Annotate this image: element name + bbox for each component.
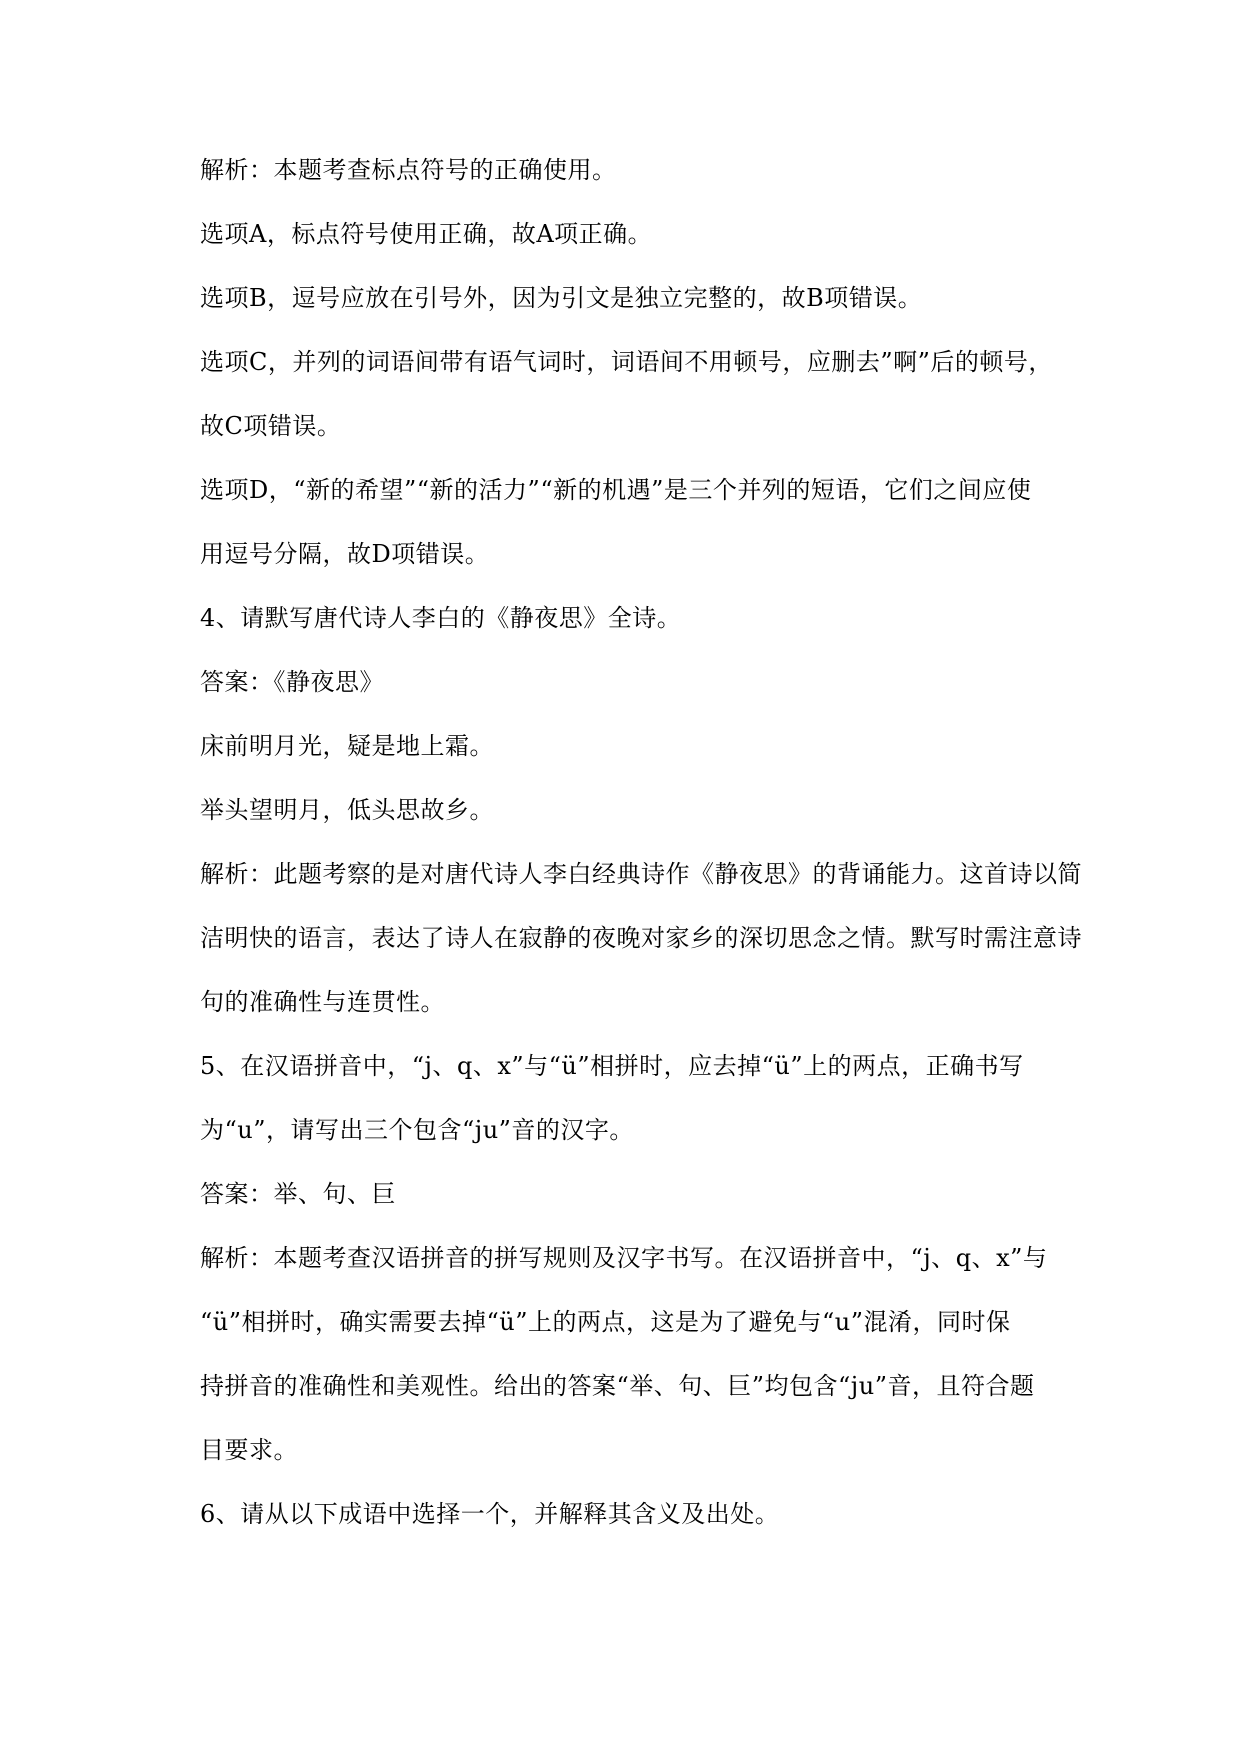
analysis-5-line-4: 目要求。 xyxy=(200,1436,298,1464)
option-a-line: 选项A，标点符号使用正确，故A项正确。 xyxy=(200,220,653,248)
question-5-line-2: 为“u”，请写出三个包含“ju”音的汉字。 xyxy=(200,1116,634,1144)
option-c-line-continued: 故C项错误。 xyxy=(200,412,342,440)
document-body xyxy=(200,138,1105,1546)
poem-line-2: 举头望明月，低头思故乡。 xyxy=(200,796,494,824)
option-d-line-continued: 用逗号分隔，故D项错误。 xyxy=(200,540,490,568)
option-d-line: 选项D，“新的希望”“新的活力”“新的机遇”是三个并列的短语，它们之间应使 xyxy=(200,476,1032,504)
question-4: 4、请默写唐代诗人李白的《静夜思》全诗。 xyxy=(200,604,682,632)
answer-5: 答案：举、句、巨 xyxy=(200,1180,396,1208)
analysis-4-line-2: 洁明快的语言，表达了诗人在寂静的夜晚对家乡的深切思念之情。默写时需注意诗 xyxy=(200,924,1082,952)
option-c-line: 选项C，并列的词语间带有语气词时，词语间不用顿号，应删去”啊”后的顿号， xyxy=(200,348,1053,376)
analysis-punctuation-line: 解析：本题考查标点符号的正确使用。 xyxy=(200,156,617,184)
option-b-line: 选项B，逗号应放在引号外，因为引文是独立完整的，故B项错误。 xyxy=(200,284,923,312)
analysis-5-line-2: “ü”相拼时，确实需要去掉“ü”上的两点，这是为了避免与“u”混淆，同时保 xyxy=(200,1308,1011,1336)
analysis-5-line-1: 解析：本题考查汉语拼音的拼写规则及汉字书写。在汉语拼音中，“j、q、x”与 xyxy=(200,1244,1048,1272)
question-5-line-1: 5、在汉语拼音中，“j、q、x”与“ü”相拼时，应去掉“ü”上的两点，正确书写 xyxy=(200,1052,1024,1080)
analysis-5-line-3: 持拼音的准确性和美观性。给出的答案“举、句、巨”均包含“ju”音，且符合题 xyxy=(200,1372,1035,1400)
analysis-4-line-3: 句的准确性与连贯性。 xyxy=(200,988,445,1016)
question-6: 6、请从以下成语中选择一个，并解释其含义及出处。 xyxy=(200,1500,780,1528)
poem-line-1: 床前明月光，疑是地上霜。 xyxy=(200,732,494,760)
analysis-4-line-1: 解析：此题考察的是对唐代诗人李白经典诗作《静夜思》的背诵能力。这首诗以简 xyxy=(200,860,1082,888)
answer-4-title: 答案：《静夜思》 xyxy=(200,668,384,696)
